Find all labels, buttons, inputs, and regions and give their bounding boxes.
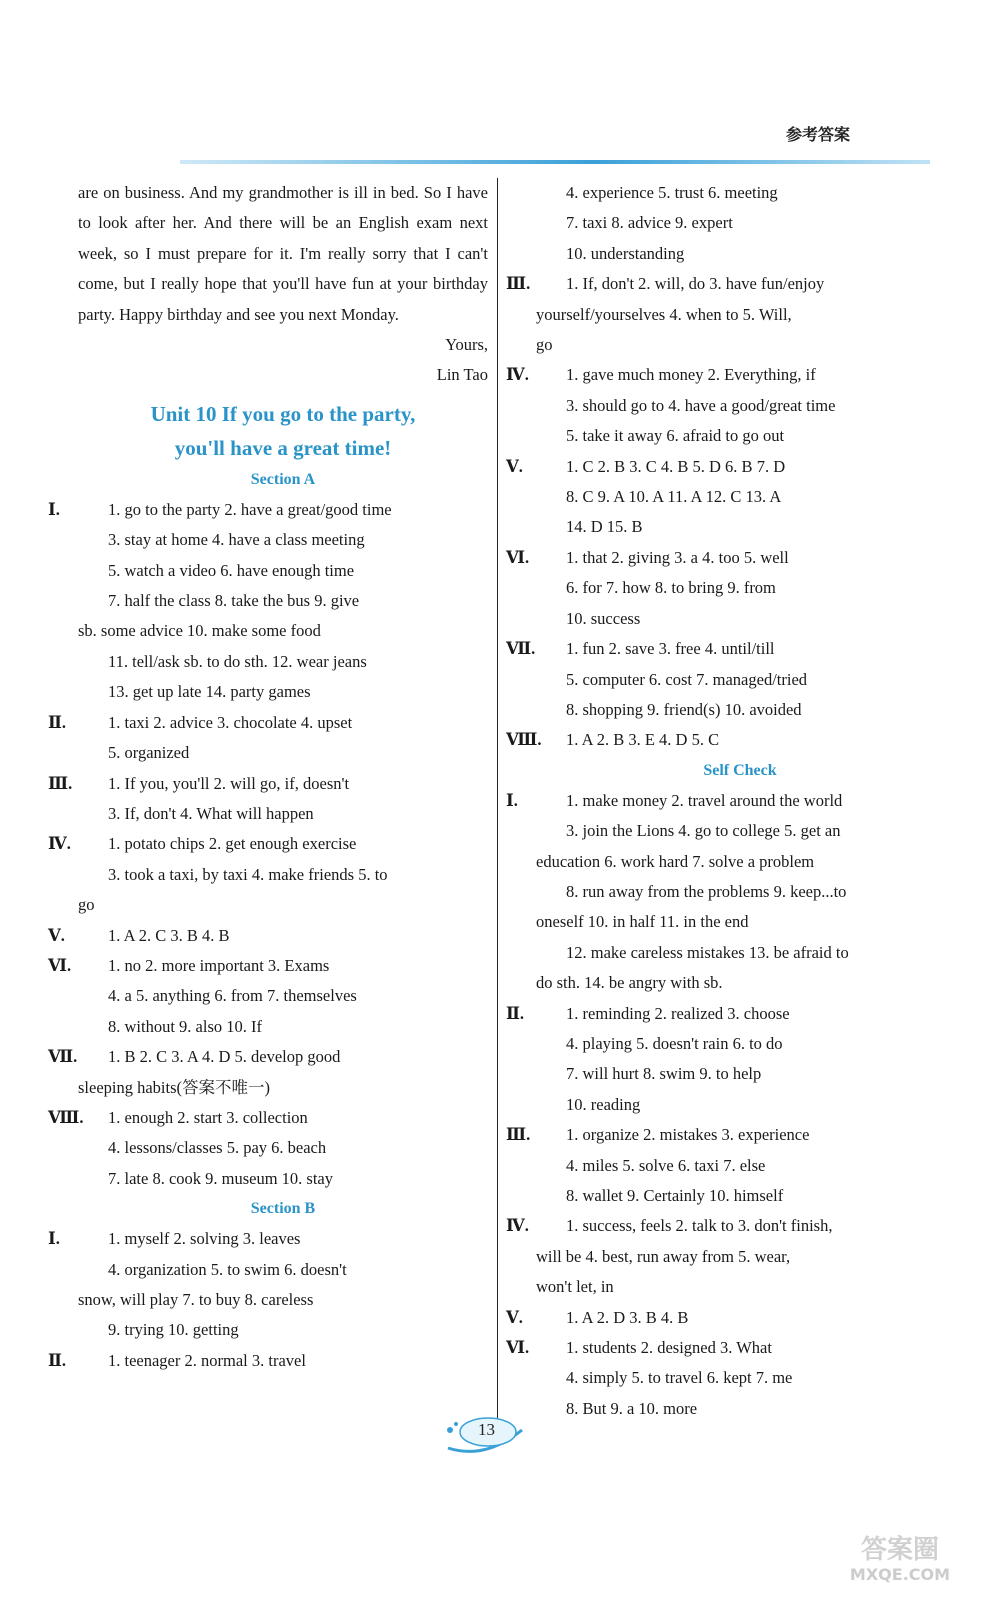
answer-row [536, 239, 944, 269]
answer-row [536, 300, 944, 330]
section-b-answers-continued [506, 178, 944, 756]
answer-text: 13. get up late 14. party games [108, 682, 311, 702]
answer-text: 4. playing 5. doesn't rain 6. to do [566, 1033, 783, 1053]
answer-row [536, 816, 944, 846]
watermark-top: 答案圈 [860, 1535, 940, 1565]
answer-row [48, 1224, 488, 1254]
answer-row [536, 512, 944, 542]
answer-row [78, 981, 488, 1011]
answer-text: 3. should go to 4. have a good/great time [566, 395, 836, 415]
roman-numeral: Ⅱ. [506, 1003, 525, 1023]
watermark-bottom: MXQE.COM [849, 1565, 951, 1584]
answer-row [506, 1333, 944, 1363]
roman-numeral: Ⅳ. [506, 365, 529, 385]
answer-text: 1. C 2. B 3. C 4. B 5. D 6. B 7. D [566, 456, 786, 476]
answer-row [536, 604, 944, 634]
roman-numeral: Ⅱ. [48, 712, 67, 732]
letter-body: are on business. And my grandmother is ill in bed. So I have to look after her. And there will be an English exam next week, so I must prepare for it. I'm really sorry that I can't come, but I really hope that you'll have fun at your birthday party. Happy birthday and see you next Monday. [78, 183, 488, 324]
answer-row [536, 178, 944, 208]
answer-row [536, 968, 944, 998]
answer-row [536, 938, 944, 968]
answer-row [536, 1394, 944, 1424]
answer-text: 1. gave much money 2. Everything, if [566, 365, 816, 385]
answer-row [536, 1181, 944, 1211]
answer-text: 5. organized [108, 743, 190, 763]
answer-row [536, 1090, 944, 1120]
section-a-answers [48, 495, 488, 1194]
answer-row [48, 1042, 488, 1072]
answer-row [78, 1073, 488, 1103]
answer-row [78, 616, 488, 646]
letter-signature: Lin Tao [436, 365, 488, 385]
answer-row [48, 495, 488, 525]
answer-text: 1. A 2. C 3. B 4. B [108, 925, 230, 945]
roman-numeral: Ⅶ. [48, 1047, 78, 1067]
roman-numeral: Ⅴ. [506, 456, 523, 476]
answer-text: 1. teenager 2. normal 3. travel [108, 1350, 306, 1370]
answer-text: 1. enough 2. start 3. collection [108, 1107, 308, 1127]
answer-row [536, 482, 944, 512]
roman-numeral: Ⅷ. [506, 730, 542, 750]
answer-row [536, 1029, 944, 1059]
answer-row [506, 360, 944, 390]
answer-row [48, 951, 488, 981]
answer-text: 7. taxi 8. advice 9. expert [566, 213, 733, 233]
answer-text: yourself/yourselves 4. when to 5. Will, [536, 304, 792, 324]
answer-text: 7. half the class 8. take the bus 9. give [108, 591, 360, 611]
answer-row [78, 799, 488, 829]
answer-row [506, 1120, 944, 1150]
column-divider [497, 178, 498, 1418]
roman-numeral: Ⅲ. [506, 274, 531, 294]
unit-title-line2: you'll have a great time! [174, 435, 392, 460]
header-title: 参考答案 [785, 127, 850, 144]
answer-row [78, 1255, 488, 1285]
answer-row [506, 999, 944, 1029]
answer-text: 1. myself 2. solving 3. leaves [108, 1229, 301, 1249]
answer-text: 3. If, don't 4. What will happen [108, 803, 314, 823]
roman-numeral: Ⅵ. [506, 547, 530, 567]
roman-numeral: Ⅷ. [48, 1107, 84, 1127]
answer-text: 5. take it away 6. afraid to go out [566, 426, 785, 446]
page-number: 13 [478, 1420, 495, 1439]
answer-row [536, 573, 944, 603]
answer-text: go [536, 335, 553, 355]
answer-text: 1. taxi 2. advice 3. chocolate 4. upset [108, 712, 353, 732]
answer-row [48, 921, 488, 951]
answer-row [536, 1272, 944, 1302]
self-check-answers [506, 786, 944, 1425]
roman-numeral: Ⅱ. [48, 1350, 67, 1370]
answer-row [536, 421, 944, 451]
answer-row [78, 647, 488, 677]
answer-row [536, 1059, 944, 1089]
answer-row [78, 586, 488, 616]
header-rule [180, 160, 930, 164]
section-a-title: Section A [250, 470, 316, 488]
answer-row [48, 1103, 488, 1133]
answer-text: 11. tell/ask sb. to do sth. 12. wear jeans [108, 651, 367, 671]
roman-numeral: Ⅳ. [48, 834, 71, 854]
answer-text: 14. D 15. B [566, 517, 643, 537]
answer-row [506, 1303, 944, 1333]
roman-numeral: Ⅰ. [506, 790, 518, 810]
answer-text: won't let, in [536, 1277, 614, 1297]
answer-text: 8. But 9. a 10. more [566, 1398, 698, 1418]
answer-text: 1. A 2. B 3. E 4. D 5. C [566, 730, 720, 750]
answer-row [536, 847, 944, 877]
answer-text: 4. simply 5. to travel 6. kept 7. me [566, 1368, 793, 1388]
answer-text: 8. run away from the problems 9. keep...to [566, 881, 847, 901]
corner-watermark [820, 1530, 980, 1585]
section-b-answers [48, 1224, 488, 1376]
answer-text: 10. reading [566, 1094, 641, 1114]
answer-text: 1. fun 2. save 3. free 4. until/till [566, 639, 775, 659]
roman-numeral: Ⅵ. [48, 955, 72, 975]
answer-text: snow, will play 7. to buy 8. careless [78, 1290, 314, 1309]
answer-row [536, 1151, 944, 1181]
roman-numeral: Ⅰ. [48, 499, 60, 519]
answer-text: 5. watch a video 6. have enough time [108, 560, 355, 580]
answer-row [78, 556, 488, 586]
answer-row [536, 330, 944, 360]
answer-text: 4. experience 5. trust 6. meeting [566, 183, 778, 202]
answer-row [506, 543, 944, 573]
answer-row [78, 525, 488, 555]
answer-text: 8. shopping 9. friend(s) 10. avoided [566, 699, 802, 719]
answer-row [48, 769, 488, 799]
answer-text: 7. late 8. cook 9. museum 10. stay [108, 1168, 334, 1188]
unit-title-line1: Unit 10 If you go to the party, [150, 401, 416, 426]
answer-text: 1. reminding 2. realized 3. choose [566, 1003, 790, 1023]
answer-text: will be 4. best, run away from 5. wear, [536, 1246, 791, 1266]
answer-text: 1. no 2. more important 3. Exams [108, 955, 330, 975]
answer-text: 3. join the Lions 4. go to college 5. get an [566, 821, 841, 841]
answer-row [48, 1346, 488, 1376]
answer-text: 1. students 2. designed 3. What [566, 1338, 772, 1358]
roman-numeral: Ⅴ. [48, 925, 65, 945]
roman-numeral: Ⅵ. [506, 1338, 530, 1358]
answer-text: 1. go to the party 2. have a great/good time [108, 499, 392, 519]
page-number-badge [440, 1410, 530, 1460]
answer-row [78, 1315, 488, 1345]
answer-row [78, 1285, 488, 1315]
answer-row [78, 1012, 488, 1042]
answer-text: 3. stay at home 4. have a class meeting [108, 530, 365, 550]
answer-row [48, 829, 488, 859]
answer-row [48, 708, 488, 738]
answer-text: education 6. work hard 7. solve a problem [536, 851, 815, 871]
answer-row [506, 269, 944, 299]
roman-numeral: Ⅲ. [48, 773, 73, 793]
answer-text: 4. organization 5. to swim 6. doesn't [108, 1259, 347, 1279]
answer-text: go [78, 895, 95, 915]
answer-row [536, 391, 944, 421]
answer-text: 10. understanding [566, 243, 685, 263]
answer-text: 1. success, feels 2. talk to 3. don't finish, [566, 1216, 833, 1236]
answer-text: sleeping habits(答案不唯一) [78, 1077, 271, 1097]
answer-text: sb. some advice 10. make some food [78, 621, 321, 641]
answer-text: 4. a 5. anything 6. from 7. themselves [108, 986, 357, 1006]
answer-row [506, 786, 944, 816]
answer-row [78, 890, 488, 920]
answer-row [536, 877, 944, 907]
answer-text: 1. If you, you'll 2. will go, if, doesn't [108, 773, 350, 793]
answer-text: 12. make careless mistakes 13. be afraid to [566, 942, 849, 962]
answer-text: 1. organize 2. mistakes 3. experience [566, 1125, 810, 1145]
right-column [506, 178, 944, 1424]
answer-row [536, 1363, 944, 1393]
answer-text: 9. trying 10. getting [108, 1320, 239, 1340]
answer-text: 7. will hurt 8. swim 9. to help [566, 1064, 762, 1084]
letter-closing: Yours, [445, 335, 488, 355]
answer-text: 8. without 9. also 10. If [108, 1016, 262, 1036]
answer-row [506, 634, 944, 664]
answer-row [506, 1211, 944, 1241]
page-header [0, 0, 1000, 175]
answer-row [78, 677, 488, 707]
answer-text: 1. that 2. giving 3. a 4. too 5. well [566, 547, 789, 567]
answer-row [78, 860, 488, 890]
answer-text: 1. B 2. C 3. A 4. D 5. develop good [108, 1047, 341, 1067]
answer-text: 8. wallet 9. Certainly 10. himself [566, 1186, 784, 1205]
answer-row [78, 1133, 488, 1163]
answer-row [506, 725, 944, 755]
section-b-title: Section B [250, 1200, 316, 1218]
answer-text: 3. took a taxi, by taxi 4. make friends 5. to [108, 864, 388, 884]
roman-numeral: Ⅴ. [506, 1307, 523, 1327]
answer-row [536, 907, 944, 937]
answer-text: oneself 10. in half 11. in the end [536, 912, 749, 932]
answer-text: 6. for 7. how 8. to bring 9. from [566, 578, 776, 598]
answer-text: 10. success [566, 608, 641, 628]
answer-row [78, 738, 488, 768]
answer-text: 4. miles 5. solve 6. taxi 7. else [566, 1155, 766, 1175]
answer-row [506, 452, 944, 482]
answer-row [536, 208, 944, 238]
answer-text: 1. potato chips 2. get enough exercise [108, 834, 357, 854]
answer-text: 4. lessons/classes 5. pay 6. beach [108, 1138, 327, 1158]
left-column [48, 178, 488, 1376]
answer-row [536, 695, 944, 725]
answer-text: 1. make money 2. travel around the world [566, 790, 843, 810]
self-check-title: Self Check [703, 761, 777, 779]
answer-text: do sth. 14. be angry with sb. [536, 973, 723, 993]
answer-row [78, 1164, 488, 1194]
roman-numeral: Ⅲ. [506, 1125, 531, 1145]
roman-numeral: Ⅰ. [48, 1229, 60, 1249]
answer-row [536, 1242, 944, 1272]
answer-text: 8. C 9. A 10. A 11. A 12. C 13. A [566, 487, 782, 507]
answer-text: 1. A 2. D 3. B 4. B [566, 1307, 689, 1327]
roman-numeral: Ⅳ. [506, 1216, 529, 1236]
answer-text: 5. computer 6. cost 7. managed/tried [566, 669, 808, 689]
answer-row [536, 665, 944, 695]
roman-numeral: Ⅶ. [506, 639, 536, 659]
answer-text: 1. If, don't 2. will, do 3. have fun/enjoy [566, 274, 825, 294]
